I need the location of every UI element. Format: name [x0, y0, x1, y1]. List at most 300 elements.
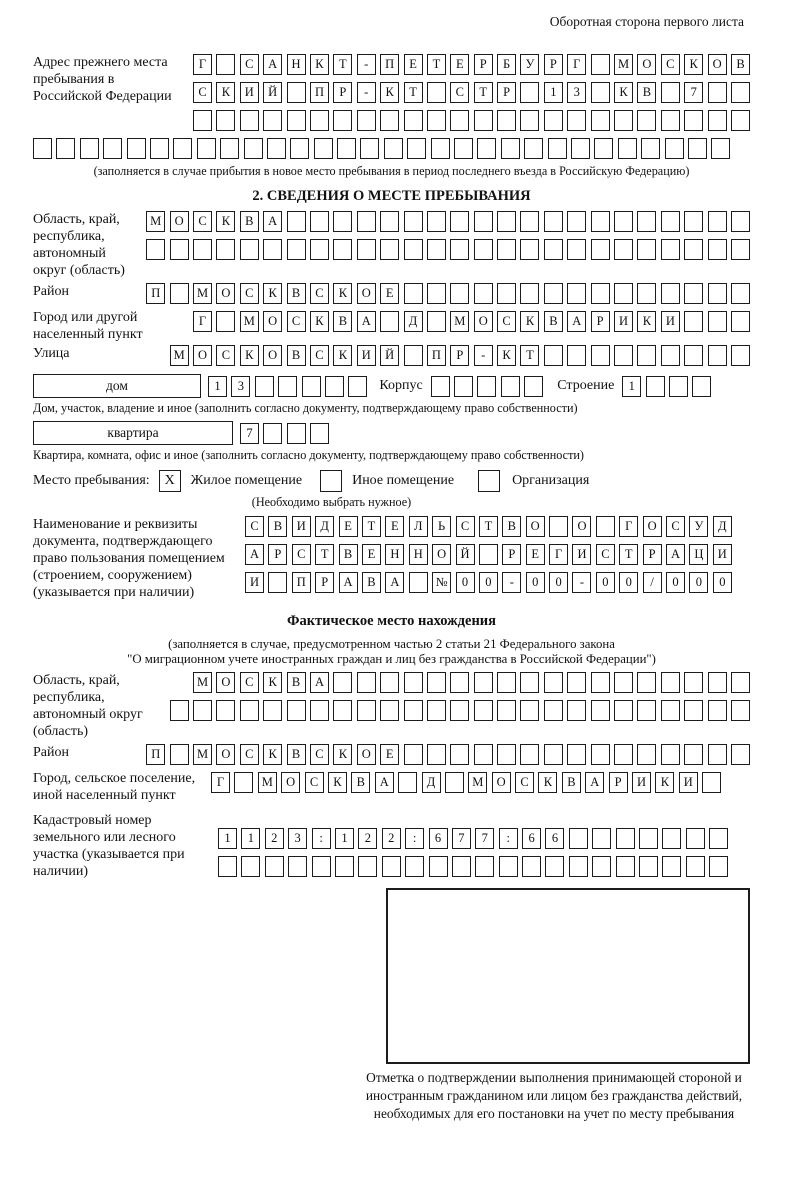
char-box: Р	[544, 54, 563, 75]
char-box	[614, 211, 633, 232]
char-box	[544, 283, 563, 304]
char-box	[310, 239, 329, 260]
char-box: Г	[549, 544, 568, 565]
char-box: В	[544, 311, 563, 332]
char-box: Г	[193, 54, 212, 75]
field-stay-type	[33, 470, 750, 492]
char-box: Т	[404, 82, 423, 103]
house-caption: Дом, участок, владение и иное (заполнить согласно документу, подтверждающему право собственности)	[33, 401, 578, 415]
char-box	[358, 856, 377, 877]
char-box	[596, 516, 615, 537]
char-box: И	[245, 572, 264, 593]
char-box	[287, 700, 306, 721]
char-box	[404, 239, 423, 260]
char-box	[193, 239, 212, 260]
char-box: А	[585, 772, 604, 793]
char-box: -	[572, 572, 591, 593]
char-box	[684, 744, 703, 765]
char-box: И	[614, 311, 633, 332]
char-box	[244, 138, 263, 159]
char-box	[240, 239, 259, 260]
char-box: 0	[619, 572, 638, 593]
char-box: В	[339, 544, 358, 565]
char-box	[287, 423, 306, 444]
char-box	[591, 110, 610, 131]
char-box: К	[263, 672, 282, 693]
cadastral-label: Кадастровый номер земельного или лесного участка (указывается при наличии)	[33, 813, 185, 879]
char-box	[474, 239, 493, 260]
char-box: №	[432, 572, 451, 593]
char-box	[731, 744, 750, 765]
char-box	[310, 423, 329, 444]
char-box: Т	[333, 54, 352, 75]
char-box	[661, 239, 680, 260]
char-box: Ц	[689, 544, 708, 565]
char-box	[474, 110, 493, 131]
char-box	[497, 700, 516, 721]
char-box	[357, 700, 376, 721]
house-box-label: дом	[33, 374, 201, 398]
char-box: Е	[380, 744, 399, 765]
char-box	[684, 211, 703, 232]
char-box	[591, 283, 610, 304]
char-box	[684, 110, 703, 131]
char-box	[661, 700, 680, 721]
char-box: 6	[429, 828, 448, 849]
char-box	[263, 423, 282, 444]
char-box	[241, 856, 260, 877]
char-box	[445, 772, 464, 793]
char-box	[662, 856, 681, 877]
char-box	[709, 828, 728, 849]
char-box	[731, 672, 750, 693]
korpus-label: Корпус	[379, 378, 423, 393]
apartment-box-label: квартира	[33, 421, 233, 445]
char-box	[569, 856, 588, 877]
char-box	[477, 376, 496, 397]
char-box	[614, 672, 633, 693]
char-box: 7	[452, 828, 471, 849]
char-box: М	[258, 772, 277, 793]
char-box: Д	[422, 772, 441, 793]
char-box	[520, 110, 539, 131]
char-box: 2	[382, 828, 401, 849]
stay-type-label: Место пребывания:	[33, 473, 150, 488]
char-box	[594, 138, 613, 159]
char-box	[450, 211, 469, 232]
char-box: К	[310, 311, 329, 332]
char-box	[173, 138, 192, 159]
char-box	[684, 672, 703, 693]
char-box	[639, 828, 658, 849]
char-box	[708, 672, 727, 693]
char-box	[567, 283, 586, 304]
char-box	[302, 376, 321, 397]
char-box	[544, 700, 563, 721]
char-box	[616, 828, 635, 849]
char-box	[474, 211, 493, 232]
char-box: В	[731, 54, 750, 75]
char-box	[193, 700, 212, 721]
stay-type-note: (Необходимо выбрать нужное)	[251, 495, 412, 509]
char-box	[450, 700, 469, 721]
char-row	[170, 345, 750, 366]
char-box: 7	[240, 423, 259, 444]
char-box: 6	[522, 828, 541, 849]
char-box	[684, 239, 703, 260]
char-box	[524, 376, 543, 397]
char-box	[524, 138, 543, 159]
char-box: Р	[333, 82, 352, 103]
char-box	[170, 283, 189, 304]
field-district	[33, 283, 750, 304]
char-box: В	[287, 744, 306, 765]
char-box	[474, 672, 493, 693]
char-box: Г	[619, 516, 638, 537]
char-box	[567, 211, 586, 232]
field-actual-region	[33, 672, 750, 740]
char-box	[380, 239, 399, 260]
char-box	[325, 376, 344, 397]
char-box	[429, 856, 448, 877]
char-box	[287, 239, 306, 260]
char-box: Й	[380, 345, 399, 366]
char-box: 1	[208, 376, 227, 397]
char-box: Б	[497, 54, 516, 75]
char-box	[404, 700, 423, 721]
char-box: Д	[315, 516, 334, 537]
char-box	[475, 856, 494, 877]
char-box	[548, 138, 567, 159]
char-box: 0	[456, 572, 475, 593]
apartment-caption: Квартира, комната, офис и иное (заполнить согласно документу, подтверждающему право собственности)	[33, 448, 584, 462]
char-box	[646, 376, 665, 397]
char-row	[208, 376, 367, 397]
char-box	[708, 211, 727, 232]
char-box	[591, 744, 610, 765]
prev-address-rows	[193, 54, 750, 131]
char-box	[591, 700, 610, 721]
char-box: 3	[231, 376, 250, 397]
char-box: В	[502, 516, 521, 537]
char-box	[567, 110, 586, 131]
char-box	[684, 345, 703, 366]
char-box	[427, 239, 446, 260]
char-box	[427, 672, 446, 693]
char-box	[333, 700, 352, 721]
char-box	[450, 672, 469, 693]
char-box	[404, 744, 423, 765]
char-box: С	[497, 311, 516, 332]
char-box: Р	[591, 311, 610, 332]
field-house	[33, 374, 750, 398]
corner-note: Оборотная сторона первого листа	[549, 14, 744, 29]
char-box: У	[520, 54, 539, 75]
char-box: К	[655, 772, 674, 793]
char-box	[450, 239, 469, 260]
char-box	[216, 311, 235, 332]
char-box: С	[245, 516, 264, 537]
char-box: 0	[689, 572, 708, 593]
char-box: С	[310, 744, 329, 765]
char-box: В	[333, 311, 352, 332]
char-box	[684, 700, 703, 721]
char-row	[193, 110, 750, 131]
char-box	[520, 700, 539, 721]
char-box	[591, 345, 610, 366]
char-box	[268, 572, 287, 593]
char-box	[614, 700, 633, 721]
char-box: :	[499, 828, 518, 849]
char-box: Е	[526, 544, 545, 565]
char-box: К	[333, 744, 352, 765]
char-box	[520, 744, 539, 765]
char-box: С	[305, 772, 324, 793]
char-box	[731, 700, 750, 721]
char-box: П	[146, 283, 165, 304]
char-box: У	[689, 516, 708, 537]
actual-region-label: Область, край, республика, автономный округ (область)	[33, 673, 143, 739]
char-box: Р	[474, 54, 493, 75]
char-box	[497, 744, 516, 765]
char-box: Т	[520, 345, 539, 366]
char-box	[591, 82, 610, 103]
char-box: -	[357, 82, 376, 103]
char-box	[56, 138, 75, 159]
actual-city-label: Город, сельское поселение, иной населенный пункт	[33, 771, 196, 803]
char-box	[708, 82, 727, 103]
char-box	[708, 110, 727, 131]
char-box	[544, 110, 563, 131]
char-box	[380, 110, 399, 131]
char-box	[684, 283, 703, 304]
char-box: Г	[211, 772, 230, 793]
char-box	[544, 239, 563, 260]
char-box	[287, 211, 306, 232]
char-box: :	[312, 828, 331, 849]
char-box: О	[637, 54, 656, 75]
char-box	[80, 138, 99, 159]
char-box	[454, 138, 473, 159]
option-label-organization: Организация	[512, 473, 590, 488]
char-box	[614, 283, 633, 304]
char-box	[661, 110, 680, 131]
char-box	[234, 772, 253, 793]
char-box: А	[310, 672, 329, 693]
char-box	[692, 376, 711, 397]
char-box	[220, 138, 239, 159]
char-box	[450, 110, 469, 131]
stroenie-label: Строение	[557, 378, 615, 393]
actual-title: Фактическое место нахождения	[287, 613, 496, 629]
char-box	[348, 376, 367, 397]
char-box	[567, 239, 586, 260]
char-box	[310, 211, 329, 232]
char-box: К	[216, 82, 235, 103]
field-city	[33, 309, 750, 343]
char-box	[641, 138, 660, 159]
char-box: Т	[362, 516, 381, 537]
actual-district-label: Район	[33, 745, 69, 760]
char-box	[197, 138, 216, 159]
char-box: В	[287, 345, 306, 366]
char-box	[333, 211, 352, 232]
char-box: Р	[268, 544, 287, 565]
char-box: С	[240, 283, 259, 304]
char-box	[522, 856, 541, 877]
char-box: П	[292, 572, 311, 593]
char-box: С	[661, 54, 680, 75]
char-box: С	[310, 345, 329, 366]
char-box	[450, 744, 469, 765]
char-box	[216, 54, 235, 75]
char-box	[427, 110, 446, 131]
char-box	[731, 239, 750, 260]
stamp-caption: Отметка о подтверждении выполнения принимающей стороной и иностранным гражданином или лицом без гражданства действий, необходимых для его постановки на учет по месту пребывания	[365, 1070, 743, 1121]
char-box: С	[240, 672, 259, 693]
char-box	[711, 138, 730, 159]
char-box	[335, 856, 354, 877]
char-box	[549, 516, 568, 537]
char-box	[427, 700, 446, 721]
char-box	[520, 82, 539, 103]
char-box	[708, 744, 727, 765]
char-box	[520, 211, 539, 232]
char-box: С	[310, 283, 329, 304]
char-box	[731, 211, 750, 232]
char-box	[731, 82, 750, 103]
char-box: И	[292, 516, 311, 537]
char-box	[665, 138, 684, 159]
char-box: О	[643, 516, 662, 537]
char-box: 0	[526, 572, 545, 593]
char-box: С	[216, 345, 235, 366]
char-box	[357, 211, 376, 232]
char-box: К	[216, 211, 235, 232]
street-label: Улица	[33, 346, 70, 361]
char-box	[497, 239, 516, 260]
char-box: Р	[450, 345, 469, 366]
char-box	[382, 856, 401, 877]
char-box	[333, 672, 352, 693]
char-box: А	[245, 544, 264, 565]
char-box: М	[170, 345, 189, 366]
char-box: 1	[622, 376, 641, 397]
char-box: В	[362, 572, 381, 593]
char-box: А	[666, 544, 685, 565]
char-box	[571, 138, 590, 159]
field-apartment	[33, 421, 750, 445]
char-box: Ь	[432, 516, 451, 537]
char-box	[637, 110, 656, 131]
char-box	[662, 828, 681, 849]
char-box: С	[193, 82, 212, 103]
char-box: А	[263, 54, 282, 75]
char-box: Г	[193, 311, 212, 332]
char-box: К	[333, 283, 352, 304]
char-box	[661, 283, 680, 304]
char-box	[287, 82, 306, 103]
prev-address-extra-row	[33, 138, 750, 159]
char-box	[567, 672, 586, 693]
char-box	[170, 744, 189, 765]
char-box	[310, 110, 329, 131]
char-box: Е	[385, 516, 404, 537]
char-box: А	[357, 311, 376, 332]
char-box	[661, 672, 680, 693]
char-box	[614, 110, 633, 131]
char-box: Д	[404, 311, 423, 332]
char-box: /	[643, 572, 662, 593]
char-box: Е	[404, 54, 423, 75]
char-box: С	[240, 54, 259, 75]
char-box	[265, 856, 284, 877]
char-box	[333, 110, 352, 131]
char-box	[380, 311, 399, 332]
char-box	[474, 744, 493, 765]
char-row	[622, 376, 711, 397]
char-box	[614, 744, 633, 765]
char-box: М	[450, 311, 469, 332]
char-box	[479, 544, 498, 565]
char-box	[731, 345, 750, 366]
char-box	[637, 744, 656, 765]
char-box: Е	[380, 283, 399, 304]
char-box	[337, 138, 356, 159]
char-box	[380, 211, 399, 232]
region-rows	[146, 211, 750, 260]
char-box: Р	[502, 544, 521, 565]
checkbox-organization	[478, 470, 500, 492]
char-row	[193, 311, 750, 332]
char-box: Т	[427, 54, 446, 75]
char-box: М	[146, 211, 165, 232]
char-box: О	[193, 345, 212, 366]
char-box	[103, 138, 122, 159]
char-row	[245, 544, 732, 565]
char-box: К	[263, 744, 282, 765]
char-box: В	[637, 82, 656, 103]
char-box	[405, 856, 424, 877]
char-box	[499, 856, 518, 877]
char-box	[454, 376, 473, 397]
char-box: Т	[474, 82, 493, 103]
char-box	[497, 211, 516, 232]
char-box: М	[614, 54, 633, 75]
char-box	[380, 672, 399, 693]
char-box	[497, 672, 516, 693]
char-box	[427, 311, 446, 332]
field-region	[33, 211, 750, 279]
section2-title: 2. СВЕДЕНИЯ О МЕСТЕ ПРЕБЫВАНИЯ	[252, 188, 531, 204]
char-box: -	[357, 54, 376, 75]
char-box	[427, 283, 446, 304]
char-box: С	[596, 544, 615, 565]
char-row	[193, 54, 750, 75]
char-box: 1	[335, 828, 354, 849]
char-box: Т	[619, 544, 638, 565]
char-box: К	[263, 283, 282, 304]
char-box: О	[492, 772, 511, 793]
char-box	[708, 345, 727, 366]
char-box	[591, 239, 610, 260]
char-box	[544, 211, 563, 232]
char-box	[614, 345, 633, 366]
document-label: Наименование и реквизиты документа, подтверждающего право пользования помещением (строением, сооружением) (указывается при наличии)	[33, 517, 225, 600]
field-actual-district	[33, 744, 750, 765]
char-row	[218, 856, 728, 877]
char-box	[431, 138, 450, 159]
